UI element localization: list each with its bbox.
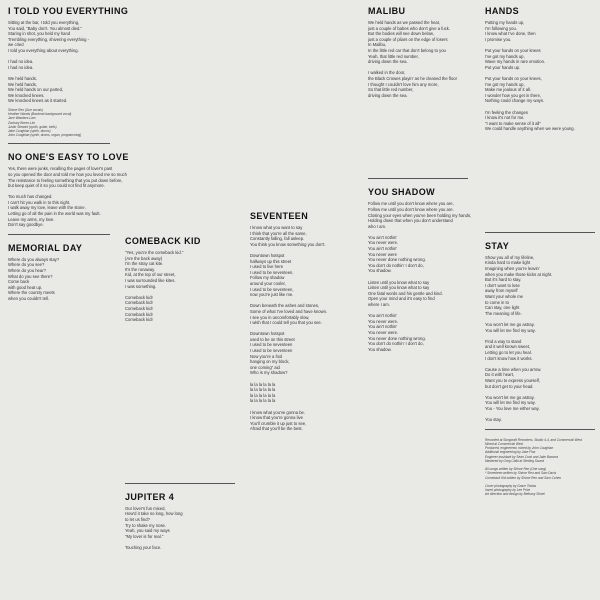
lyric-line: la la la la la la — [250, 387, 276, 393]
lyric-line: The meaning of life. — [485, 310, 522, 316]
lyric-line: driving down the sea. — [368, 59, 408, 65]
credit-line: All songs written by Shiroe Ren (One song) — [485, 467, 547, 472]
divider — [485, 232, 595, 233]
lyrics — [485, 20, 595, 132]
credit-line: Engineer assistant by Sean Cook and Jake Baroma — [485, 454, 559, 459]
lyric-line: Letting go of all the pain in the world was my fault. — [8, 211, 101, 217]
lyric-line: Touching your face. — [125, 544, 162, 550]
lyric-line: "I want to make sense of it all" — [485, 120, 541, 126]
lyric-line: You said, "Baby don't. You almost died." — [8, 25, 82, 31]
song-title: COMEBACK KID — [125, 236, 201, 246]
lyric-line: Now you're a fool — [250, 353, 283, 359]
lyric-line: Cause a time when you arrow. — [485, 366, 542, 372]
lyric-line: I wonder how you get in there, — [485, 92, 542, 98]
lyric-line: We held hands. — [8, 75, 38, 81]
credit-line: Produced, engineered, mixed by John Coughlan — [485, 446, 554, 451]
lyric-line: Putting my hands up, — [485, 20, 525, 25]
lyric-line: Where do you always stay? — [8, 256, 60, 262]
lyric-line: so you opened the door and told me how you loved me so much — [8, 171, 127, 177]
lyric-line: I've got my hands up, — [485, 53, 525, 59]
lyric-line: to come in to — [485, 299, 509, 305]
lyric-line: when you couldn't tell. — [8, 296, 50, 302]
lyric-line: Follow me until you don't know where you are. — [368, 206, 454, 212]
lyric-line: Yeah, you said my ways — [125, 528, 170, 534]
lyric-line: You don't do nothin' I don't do, — [368, 262, 424, 268]
album-credits — [485, 438, 595, 497]
lyric-line: and it well known sweet, — [485, 344, 531, 350]
lyric-line: I know what you want to say — [250, 225, 303, 230]
lyric-line: You ain't nothin' — [368, 246, 398, 252]
lyric-line: Comeback kid! — [125, 305, 153, 311]
lyric-line: Downtown hotspot — [250, 331, 285, 337]
lyric-line: Who is my shadow? — [250, 370, 288, 376]
lyric-line: Yeah, that little red number, — [368, 53, 419, 59]
lyric-line: I used to be seventeen — [250, 348, 293, 354]
lyric-line: One fatal words and his gentle and kind. — [368, 290, 443, 296]
lyric-line: It's the runaway. — [125, 266, 156, 272]
lyric-line: We held hands on our parted, — [8, 87, 64, 93]
lyric-line: I've got my hands up, — [485, 81, 525, 87]
lyric-line: Where do you see? — [8, 262, 45, 268]
lyrics — [125, 250, 235, 323]
lyric-line: "Yes, you're the comeback kid." — [125, 250, 184, 255]
lyric-line: Put your hands up. — [485, 64, 521, 70]
credits — [8, 108, 110, 137]
song-title: NO ONE'S EASY TO LOVE — [8, 152, 129, 163]
lyric-line: Constantly falling, fall asleep. — [250, 236, 305, 242]
lyric-line: one coming" aid — [250, 364, 280, 370]
lyric-line: You never were — [368, 251, 397, 257]
lyric-line: Try to shake my nose. — [125, 522, 167, 528]
lyric-line: hanging on my block, — [250, 359, 290, 365]
lyric-line: I'm the stray cat kite. — [125, 261, 164, 267]
divider — [485, 429, 595, 430]
credit-line: Justin Stewart (synth, guitar, bells) — [8, 124, 57, 129]
lyric-line: Follow me until you don't know where you are, — [368, 201, 454, 207]
song-malibu — [368, 6, 468, 98]
lyric-line: I don't want to lose — [485, 282, 520, 288]
lyric-line: Kid, at the top of our street, — [125, 272, 176, 278]
column-3 — [250, 6, 350, 594]
lyric-line: Do it with heart, — [485, 372, 515, 378]
lyric-line: I know it's not for me. — [485, 115, 525, 121]
song-seventeen — [250, 211, 350, 432]
lyric-line: I had no idea. — [8, 64, 34, 70]
credit-line: Heather Wands (Backend background vocal) — [8, 112, 72, 117]
lyric-line: I had no idea. — [8, 59, 34, 65]
lyric-line: I promise you. — [485, 36, 512, 42]
lyric-line: I see you in uncomfortably slow, — [250, 314, 310, 320]
lyric-line: la la la la la la — [250, 398, 276, 404]
lyric-line: You never were. — [368, 318, 399, 324]
lyric-line: Put your hands on your knees — [485, 47, 541, 53]
lyric-line: I know what I've done, then — [485, 31, 536, 37]
lyric-line: You'll crumble it up just to see, — [250, 420, 307, 426]
lyrics — [250, 225, 350, 432]
lyric-line: Closing your eyes when you've been holding my hands, — [368, 212, 472, 218]
credit-line: Jake Coughlan (synth, drums) — [8, 128, 51, 133]
lyric-line: Nothing could change my ways. — [485, 98, 545, 104]
lyric-line: the Black Crowes playin' as he cleaned the floor — [368, 75, 458, 81]
lyrics — [8, 257, 110, 302]
song-title: MEMORIAL DAY — [8, 242, 83, 253]
lyric-line: The resistance to feeling something that you put down before, — [8, 177, 123, 183]
lyric-line: Where do you hear? — [8, 268, 46, 274]
lyric-line: I walked in the door, — [368, 70, 406, 76]
lyric-line: Downtown hotspot — [250, 252, 285, 258]
lyric-line: You ain't nothin' — [368, 234, 398, 240]
lyric-line: Follow my shadow — [250, 275, 285, 281]
lyric-line: I'm following you. — [485, 25, 517, 31]
lyric-line: just a couple of babes who don't give a fuck. — [368, 25, 451, 31]
lyric-line: We knocked knees. — [8, 92, 45, 98]
lyric-line: we cried — [8, 42, 24, 48]
lyrics — [485, 255, 595, 423]
lyric-line: You don't do nothin' I don't do, — [368, 341, 424, 347]
lyric-line: You will let me find my way. — [485, 327, 536, 333]
lyric-line: I was something. — [125, 283, 157, 289]
lyrics — [368, 20, 468, 98]
song-title: MALIBU — [368, 6, 406, 16]
column-4 — [368, 6, 472, 594]
credit-line: * Seventeen written by Shiroe Ren and Sam Davis — [485, 471, 557, 476]
lyric-line: You shadow. — [368, 268, 392, 274]
lyric-line: We held hands as we passed the heat, — [368, 20, 441, 25]
lyric-line: Comeback kid! — [125, 311, 153, 317]
lyric-line: We could handle anything when we were young. — [485, 126, 575, 132]
lyric-line: Find a way to stand — [485, 338, 522, 344]
lyric-line: How'd it take so long, how long — [125, 511, 183, 517]
column-5 — [485, 6, 595, 594]
lyric-line: Listen until you know what to say — [368, 279, 430, 285]
song-comeback-kid — [125, 236, 235, 323]
lyric-line: Comeback kid! — [125, 300, 153, 306]
lyric-line: Letting go to let you heal. — [485, 349, 532, 355]
song-you-shadow — [368, 187, 472, 352]
lyric-line: You - You love me either way. — [485, 405, 540, 411]
lyric-line: You think you know something you don't. — [250, 241, 326, 247]
lyric-line: but don't get to your head. — [485, 383, 534, 389]
lyric-line: You never were. — [368, 240, 399, 246]
lyric-line: who I am. — [368, 223, 387, 229]
lyric-line: Yes, there were junks, recalling the pages of lover's past — [8, 166, 113, 172]
divider — [8, 234, 110, 235]
lyric-line: I wish that I could tell you that you see. — [250, 320, 322, 326]
lyric-line: I think that you're all the same, — [250, 230, 307, 236]
credit-line: Insert photography by Lee Price — [485, 488, 531, 493]
credit-line: Zachary Boren-Lim — [8, 120, 36, 125]
lyric-line: Imagining when you're leavin' — [485, 266, 540, 272]
lyric-line: You stay. — [485, 417, 502, 423]
lyric-line: You will let me find my way. — [485, 400, 536, 406]
song-stay — [485, 241, 595, 423]
credit-line: Cover photography by Grace Tobias — [485, 483, 537, 488]
lyric-line: You never were. — [368, 329, 399, 335]
lyric-line: Listen until you know what to say — [368, 285, 430, 291]
lyric-line: You shadow. — [368, 346, 392, 352]
song-hands — [485, 6, 595, 132]
song-title: SEVENTEEN — [250, 211, 309, 221]
lyric-line: "My lover is for real." — [125, 533, 164, 539]
song-i-told-you — [8, 6, 129, 138]
lyric-line: (Are the back away) — [125, 255, 163, 261]
lyric-line: where I am. — [368, 302, 390, 307]
lyric-line: Don't say goodbye. — [8, 222, 44, 228]
credit-line: Art direction and design by Bethany Shivel — [485, 492, 545, 497]
lyric-line: But the bodies will see down below, — [368, 31, 434, 37]
lyrics — [125, 506, 235, 551]
song-no-ones-easy — [8, 152, 129, 228]
lyric-line: with good heat up. — [8, 284, 43, 290]
lyric-line: now you're just like me. — [250, 292, 294, 298]
lyrics — [8, 166, 127, 228]
lyric-line: You never done nothing wrong. — [368, 257, 426, 263]
lyric-line: used to be on this street — [250, 336, 295, 342]
column-1 — [8, 6, 129, 594]
lyric-line: I don't know how it works. — [485, 355, 533, 361]
lyric-line: away from myself — [485, 288, 518, 294]
lyric-line: You never done nothing wrong. — [368, 335, 426, 341]
lyric-line: Wave my hands in rare emotion. — [485, 59, 546, 65]
lyric-line: when you make those kicks at night. — [485, 271, 553, 277]
credit-line: Mixed at Commercial West — [485, 441, 524, 446]
divider — [8, 143, 110, 144]
song-title: YOU SHADOW — [368, 187, 435, 198]
credit-line: Recorded at Songcraft Recorders, Studio 4-4, and Commercial West — [485, 437, 582, 442]
lyric-line: Want your whole me — [485, 294, 524, 300]
lyric-line: I used to live here — [250, 264, 284, 270]
song-jupiter — [125, 492, 235, 551]
lyric-line: In Malibu, — [368, 42, 387, 48]
lyric-line: I know what you've gonna be. — [250, 409, 306, 415]
lyric-line: Our lover's fun mixed, — [125, 505, 166, 511]
lyric-line: Want you to express yourself, — [485, 377, 541, 383]
lyric-line: In the little red car that don't belong to you — [368, 47, 446, 53]
lyric-line: Sitting at the bar, I told you everything, — [8, 20, 80, 25]
lyric-line: Leave my arms, my love. — [8, 216, 55, 222]
lyric-line: Show you all of my lifeline, — [485, 254, 535, 260]
credit-line: John Coughlan (synth, drums, organ, programming) — [8, 133, 82, 138]
lyric-line: Trembling everything, shivering everything - — [8, 36, 90, 42]
lyric-line: Staring in shot, you held my hand — [8, 31, 71, 37]
lyric-line: I used to be seventeen, — [250, 286, 294, 292]
divider — [368, 178, 468, 179]
lyric-line: Can stay, one light — [485, 305, 520, 311]
song-title: STAY — [485, 240, 510, 251]
lyric-line: You won't let me go astray. — [485, 322, 535, 327]
lyrics — [368, 201, 472, 352]
lyrics — [8, 20, 110, 104]
lyric-line: Afraid that you'll be the best. — [250, 426, 303, 432]
lyric-line: You ain't nothin' — [368, 313, 398, 319]
credit-line: Comeback Kid written by Shiroe Ren and Sam Cohen — [485, 475, 562, 480]
lyric-line: What do you see there? — [8, 273, 53, 279]
lyric-line: I used to be seventeen. — [250, 269, 294, 275]
song-title: JUPITER 4 — [125, 491, 175, 502]
lyric-line: la la la la la la — [250, 381, 276, 387]
lyric-line: Make me jealous of it all. — [485, 87, 532, 93]
lyric-line: We held hands, — [8, 81, 38, 87]
lyric-line: You won't let me go astray. — [485, 394, 535, 400]
lyric-line: I'm feeling the changes — [485, 109, 528, 115]
lyric-line: You ain't nothin' — [368, 324, 398, 330]
lyric-line: I told you everything about everything. — [8, 47, 79, 53]
lyric-line: Comeback kid! — [125, 294, 153, 300]
credit-line: Additional engineering by Jake Flax — [485, 450, 536, 455]
lyric-line: We knocked knees as it started. — [8, 98, 68, 104]
divider — [125, 483, 235, 484]
lyric-line: I can't hit you walk in to this night. — [8, 199, 71, 205]
credit-line: Shiroe Ren (Gue vocals) — [8, 107, 43, 112]
lyric-line: la la la la la la — [250, 392, 276, 398]
lyric-line: Put your hands on your knees, — [485, 75, 542, 81]
lyric-line: Kinda hard to make light — [485, 260, 531, 266]
lyric-line: Where the country meets — [8, 290, 55, 296]
lyric-line: I was surrounded like kites. — [125, 277, 176, 283]
lyric-line: So that little red number, — [368, 87, 414, 93]
lyric-line: Comeback kid! — [125, 317, 153, 323]
lyric-line: Down beneath the ashes and stones, — [250, 303, 320, 309]
credit-line: Mastered by Greg Calbi at Sterling Sound — [485, 458, 544, 463]
lyric-line: Open your mind and it's easy to find — [368, 296, 435, 302]
lyric-line: I used to be seventeen — [250, 342, 293, 348]
lyric-line: But it's hard to stay. — [485, 277, 522, 283]
lyric-line: I know that you're gonna live — [250, 415, 303, 421]
song-title: HANDS — [485, 6, 520, 16]
lyric-line: I thought I couldn't love him any more, — [368, 81, 439, 87]
song-memorial-day — [8, 243, 110, 302]
lyric-line: just a couple of pliars on the edge of losers — [368, 36, 448, 42]
credit-line: Jace Wanders-Lam — [8, 116, 36, 121]
lyric-line: Too much has changed. — [8, 194, 53, 200]
lyric-line: driving down the sea. — [368, 92, 408, 98]
lyric-line: Come back — [8, 279, 30, 285]
lyric-line: to let us find? — [125, 516, 150, 522]
lyric-line: Some of what I've loved and have known. — [250, 308, 328, 314]
column-2 — [125, 6, 235, 594]
lyric-line: Holding down that when you don't understand — [368, 218, 453, 224]
lyric-line: I walk away my love, leave with the stone. — [8, 205, 86, 211]
lyric-line: hallways up this street — [250, 258, 292, 264]
lyric-line: around your cooler, — [250, 280, 286, 286]
song-title: I TOLD YOU EVERYTHING — [8, 6, 129, 16]
lyric-line: but keep quiet of it so you could not find fit anymore. — [8, 183, 105, 189]
